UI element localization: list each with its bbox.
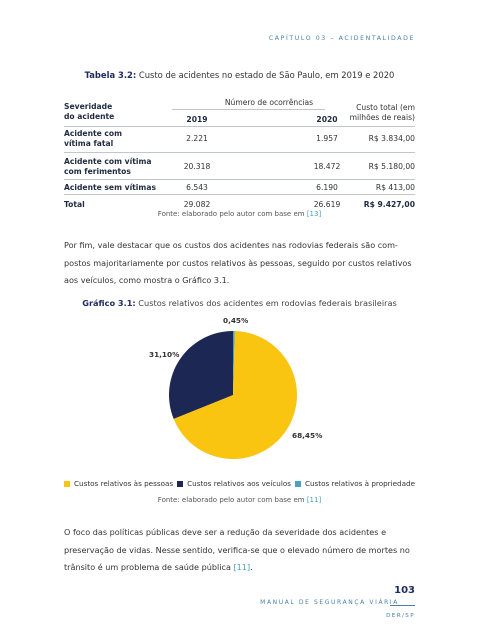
- row-injured-label-1: Acidente com vítima: [64, 157, 152, 166]
- row-novictim-2020: 6.190: [316, 183, 338, 192]
- row-novictim-label: Acidente sem vítimas: [64, 183, 156, 192]
- paragraph-1-line-1: Por fim, vale destacar que os custos dos acidentes nas rodovias federais são com-: [64, 240, 398, 250]
- header-2020: 2020: [316, 115, 338, 124]
- table-caption-label: Tabela 3.2:: [84, 70, 137, 80]
- row-total-2020: 26.619: [313, 200, 341, 209]
- row-injured-cost: R$ 5.180,00: [368, 162, 415, 171]
- footer-org: DER/SP: [386, 613, 415, 619]
- row-fatal-label-1: Acidente com: [64, 129, 123, 138]
- row-injured-2020: 18.472: [313, 162, 341, 171]
- header-severity-1: Severidade: [64, 102, 113, 111]
- row-fatal-2020: 1.957: [316, 134, 338, 143]
- label-property: 0,45%: [223, 316, 249, 325]
- page-number: 103: [394, 585, 415, 596]
- legend-swatch-property: [295, 481, 301, 487]
- legend-swatch-vehicles: [177, 481, 183, 487]
- table-source-text: Fonte: elaborado pelo autor com base em: [157, 210, 307, 218]
- label-vehicles: 31,10%: [149, 350, 180, 359]
- figure-caption-label: Gráfico 3.1:: [82, 298, 136, 308]
- header-occurrences: Número de ocorrências: [224, 98, 314, 107]
- legend-item-vehicles: [177, 479, 291, 488]
- row-novictim-cost: R$ 413,00: [375, 183, 415, 192]
- figure-source-text: Fonte: elaborado pelo autor com base em: [157, 496, 307, 504]
- legend-label-property: Custos relativos à propriedade: [304, 479, 415, 488]
- row-total-label: Total: [64, 200, 85, 209]
- header-2019: 2019: [186, 115, 208, 124]
- table-caption-text: Custo de acidentes no estado de São Paulo, em 2019 e 2020: [136, 70, 395, 80]
- row-total-2019: 29.082: [183, 200, 211, 209]
- legend-label-persons: Custos relativos às pessoas: [74, 479, 174, 488]
- row-novictim-2019: 6.543: [186, 183, 208, 192]
- chart-legend: [64, 479, 415, 488]
- paragraph-2-line-2: preservação de vidas. Nesse sentido, verifica-se que o elevado número de mortes no: [64, 544, 410, 555]
- row-fatal-cost: R$ 3.834,00: [368, 134, 415, 143]
- chapter-header: CAPÍTULO 03 – ACIDENTALIDADE: [268, 35, 415, 42]
- paragraph-2-ref[interactable]: [11]: [233, 562, 251, 572]
- footer-rule: [390, 605, 415, 606]
- legend-item-persons: [64, 479, 173, 488]
- header-cost-1: Custo total (em: [356, 103, 415, 112]
- legend-item-property: [295, 479, 415, 488]
- paragraph-2-line-3-text: trânsito é um problema de saúde pública: [64, 562, 234, 572]
- paragraph-2-line-3-end: .: [250, 562, 253, 572]
- paragraph-2: [64, 524, 415, 577]
- paragraph-1-line-3: aos veículos, como mostra o Gráfico 3.1.: [64, 275, 230, 285]
- row-injured-label-2: com ferimentos: [64, 167, 131, 176]
- legend-swatch-persons: [64, 481, 70, 487]
- figure-caption-text: Custos relativos dos acidentes em rodovias federais brasileiras: [135, 298, 397, 308]
- table-source-ref[interactable]: [13]: [306, 210, 322, 218]
- paragraph-1-line-2: postos majoritariamente por custos relativos às pessoas, seguido por custos relativos: [64, 257, 412, 268]
- paragraph-2-line-3: [64, 559, 415, 577]
- row-total-cost: R$ 9.427,00: [363, 200, 415, 209]
- figure-source: [0, 496, 479, 504]
- row-fatal-2019: 2.221: [186, 134, 208, 143]
- header-cost-2: milhões de reais): [349, 113, 415, 122]
- header-severity-2: do acidente: [64, 112, 115, 121]
- figure-source-ref[interactable]: [11]: [306, 496, 322, 504]
- legend-label-vehicles: Custos relativos aos veículos: [187, 479, 291, 488]
- row-fatal-label-2: vítima fatal: [64, 139, 114, 148]
- row-injured-2019: 20.318: [183, 162, 211, 171]
- footer-manual-title: MANUAL DE SEGURANÇA VIÁRIA: [260, 599, 399, 606]
- label-persons: 68,45%: [292, 431, 323, 440]
- paragraph-2-line-1: O foco das políticas públicas deve ser a redução da severidade dos acidentes e: [64, 527, 387, 537]
